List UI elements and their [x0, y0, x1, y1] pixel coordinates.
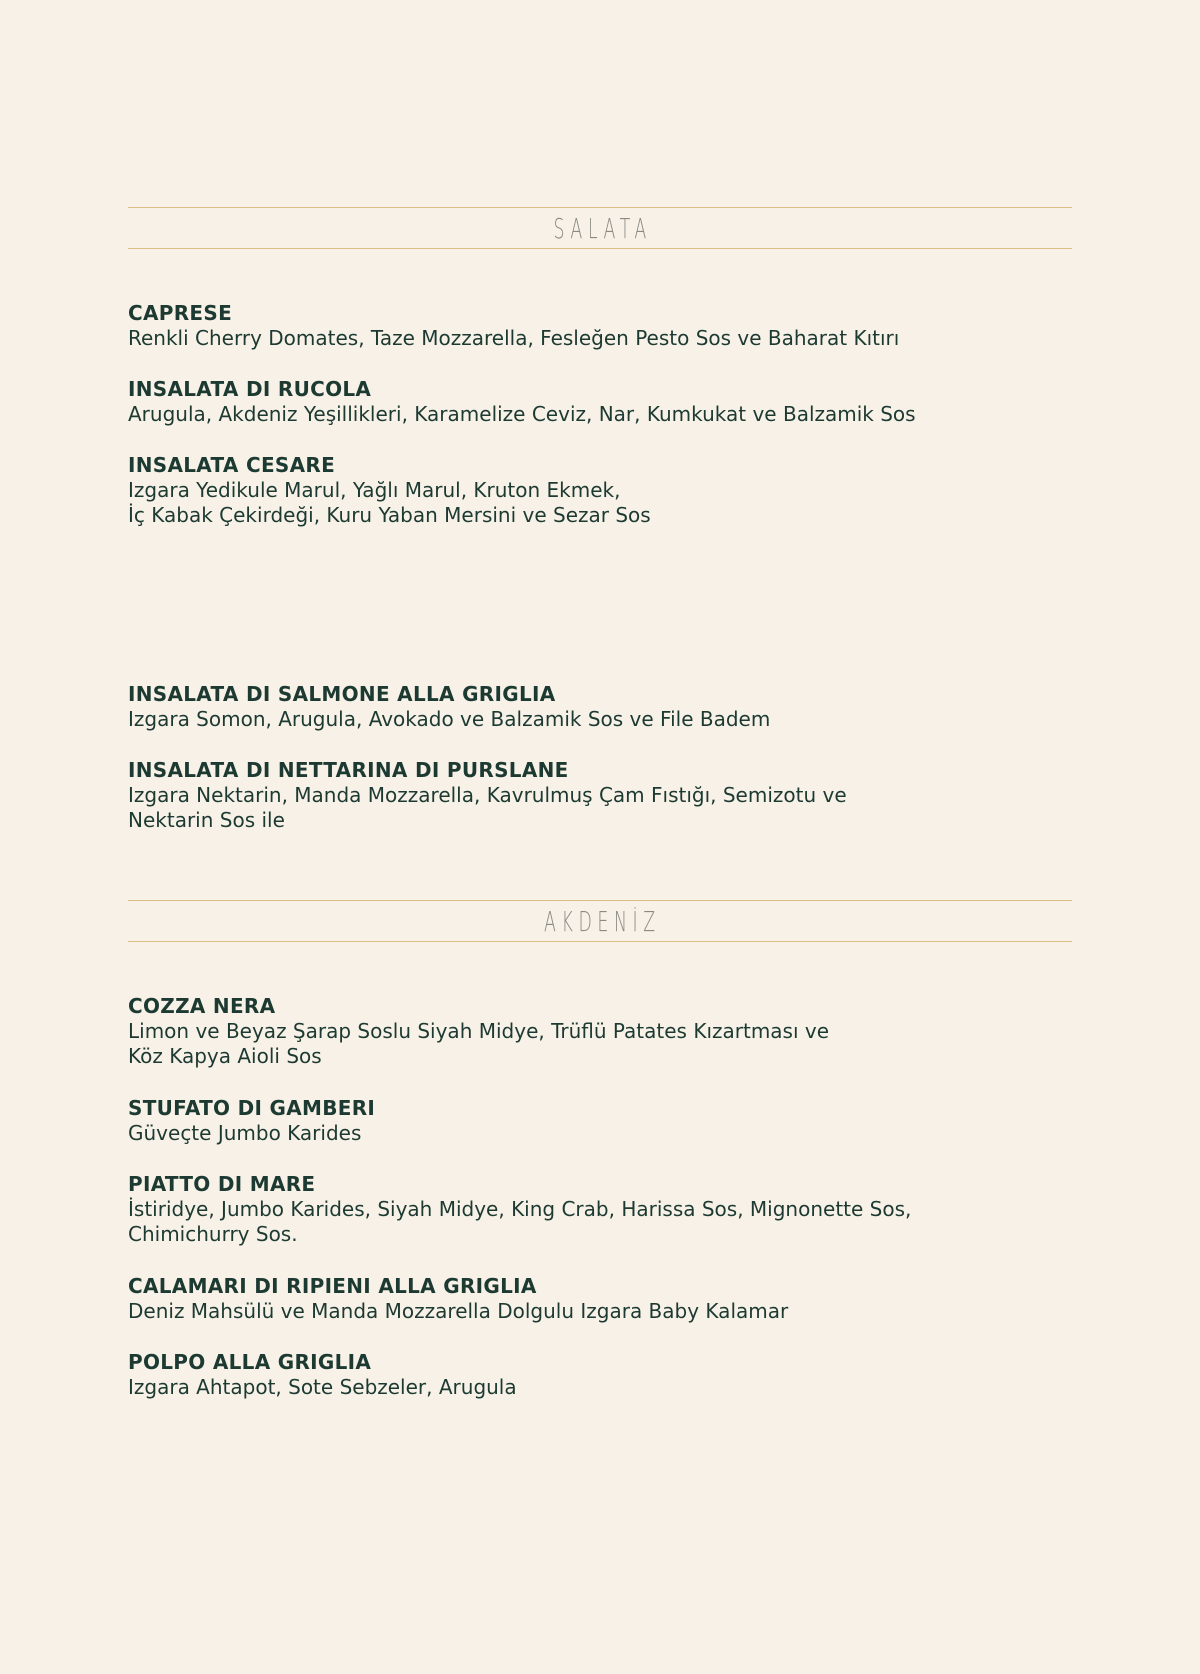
item-name: COZZA NERA	[128, 994, 276, 1018]
menu-item-piatto-di-mare	[128, 1171, 1028, 1247]
menu-item-polpo-alla-griglia	[128, 1349, 1028, 1400]
item-name: INSALATA CESARE	[128, 453, 336, 477]
item-description: Izgara Yedikule Marul, Yağlı Marul, Kruton Ekmek, İç Kabak Çekirdeği, Kuru Yaban Mersini ve Sezar Sos	[128, 478, 651, 527]
item-name: INSALATA DI SALMONE ALLA GRIGLIA	[128, 682, 556, 706]
item-description: Deniz Mahsülü ve Manda Mozzarella Dolgulu Izgara Baby Kalamar	[128, 1299, 789, 1323]
item-name: CALAMARI DI RIPIENI ALLA GRIGLIA	[128, 1274, 537, 1298]
item-name: POLPO ALLA GRIGLIA	[128, 1350, 372, 1374]
menu-item-calamari-di-ripieni	[128, 1273, 1028, 1324]
item-name: CAPRESE	[128, 301, 233, 325]
item-description: Limon ve Beyaz Şarap Soslu Siyah Midye, Trüflü Patates Kızartması ve Köz Kapya Aioli Sos	[128, 1019, 830, 1068]
item-name: PIATTO DI MARE	[128, 1172, 316, 1196]
menu-item-cozza-nera	[128, 993, 1028, 1069]
item-name: INSALATA DI NETTARINA DI PURSLANE	[128, 758, 569, 782]
item-description: Izgara Nektarin, Manda Mozzarella, Kavrulmuş Çam Fıstığı, Semizotu ve Nektarin Sos ile	[128, 783, 847, 832]
section-header-akdeniz	[128, 900, 1072, 942]
menu-item-caprese	[128, 300, 1028, 351]
section-title: SALATA	[553, 211, 652, 245]
item-description: İstiridye, Jumbo Karides, Siyah Midye, King Crab, Harissa Sos, Mignonette Sos, Chimichurry Sos.	[128, 1197, 912, 1246]
item-description: Renkli Cherry Domates, Taze Mozzarella, Fesleğen Pesto Sos ve Baharat Kıtırı	[128, 326, 900, 350]
menu-item-stufato-di-gamberi	[128, 1095, 1028, 1146]
menu-item-insalata-di-rucola	[128, 376, 1028, 427]
item-name: STUFATO DI GAMBERI	[128, 1096, 376, 1120]
section-title: AKDENİZ	[544, 904, 662, 938]
item-description: Arugula, Akdeniz Yeşillikleri, Karamelize Ceviz, Nar, Kumkukat ve Balzamik Sos	[128, 402, 916, 426]
item-description: Izgara Somon, Arugula, Avokado ve Balzamik Sos ve File Badem	[128, 707, 771, 731]
menu-item-insalata-di-salmone	[128, 681, 1028, 732]
menu-item-insalata-cesare	[128, 452, 1028, 528]
section-header-salata	[128, 207, 1072, 249]
item-description: Güveçte Jumbo Karides	[128, 1121, 362, 1145]
item-name: INSALATA DI RUCOLA	[128, 377, 372, 401]
item-description: Izgara Ahtapot, Sote Sebzeler, Arugula	[128, 1375, 517, 1399]
menu-item-insalata-di-nettarina	[128, 757, 1028, 833]
